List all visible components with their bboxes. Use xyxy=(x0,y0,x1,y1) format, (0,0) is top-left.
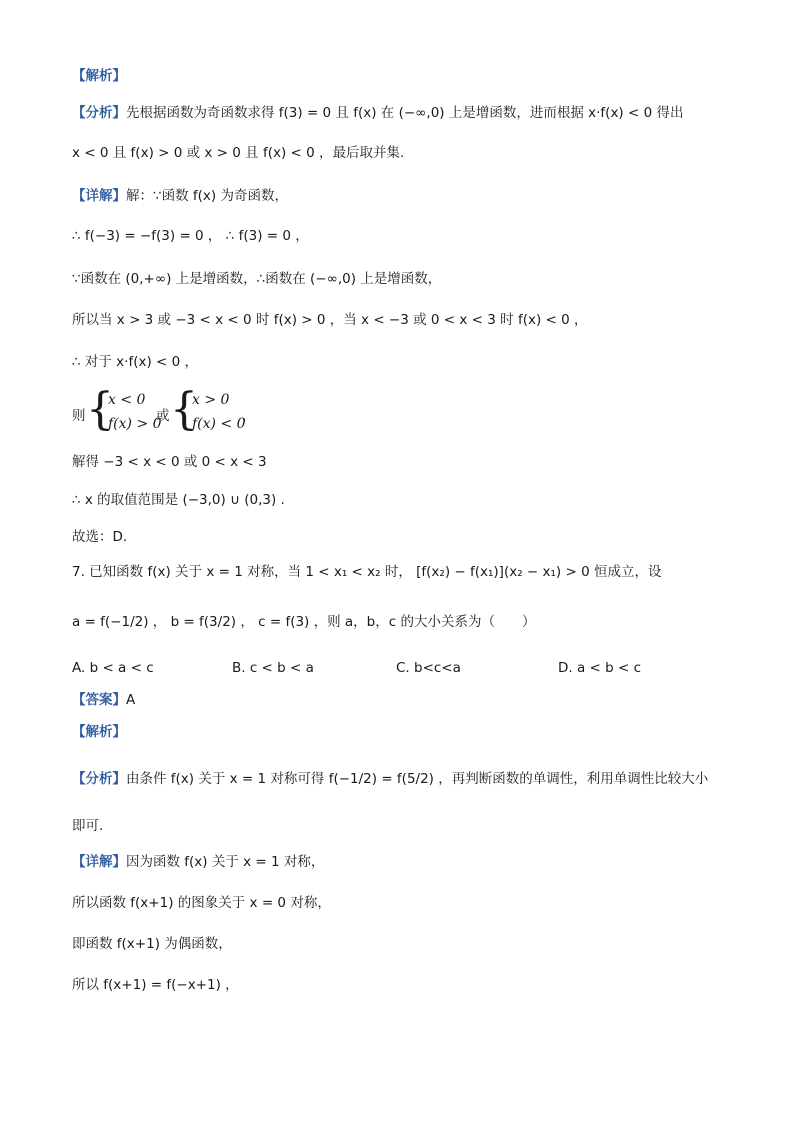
detail-line-8: 故选：D. xyxy=(72,529,128,545)
sys-b1: x > 0 xyxy=(192,392,230,408)
detail-line-5: ∴ 对于 x·f(x) < 0 ， xyxy=(72,354,199,370)
brace-right: { xyxy=(170,384,198,435)
analysis2-line-1 xyxy=(72,769,708,789)
detail-line-7: ∴ x 的取值范围是 (−3,0) ∪ (0,3) . xyxy=(72,492,285,508)
sys-post: ， xyxy=(242,408,256,424)
analysis2-line-2: 即可. xyxy=(72,818,104,834)
label-fenxi: 【分析】 xyxy=(72,105,126,121)
analysis-line-2: x < 0 且 f(x) > 0 或 x > 0 且 f(x) < 0 ，最后取并集. xyxy=(72,145,405,161)
option-c: C. b<c<a xyxy=(396,660,461,676)
detail2-line-1 xyxy=(72,852,324,872)
label-daan: 【答案】 xyxy=(72,692,126,708)
question-7-stem: 7. 已知函数 f(x) 关于 x = 1 对称，当 1 < x₁ < x₂ 时， [f(x₂) − f(x₁)](x₂ − x₁) > 0 恒成立，设 xyxy=(72,564,662,580)
section-label-analysis: 【解析】 xyxy=(72,68,126,84)
sys-a1: x < 0 xyxy=(108,392,146,408)
detail2-line-3: 即函数 f(x+1) 为偶函数， xyxy=(72,936,232,952)
detail-text-1: 解：∵函数 f(x) 为奇函数， xyxy=(126,188,288,204)
label-fenxi-2: 【分析】 xyxy=(72,771,126,787)
answer-value: A xyxy=(126,692,136,708)
sys-mid: 或 xyxy=(156,408,170,424)
detail2-text-1: 因为函数 f(x) 关于 x = 1 对称， xyxy=(126,854,325,870)
label-xiangjie: 【详解】 xyxy=(72,188,126,204)
option-a: A. b < a < c xyxy=(72,660,154,676)
label-xiangjie-2: 【详解】 xyxy=(72,854,126,870)
detail-line-4: 所以当 x > 3 或 −3 < x < 0 时 f(x) > 0 ，当 x < −3 或 0 < x < 3 时 f(x) < 0 ， xyxy=(72,312,588,328)
section-label-analysis-2: 【解析】 xyxy=(72,724,126,740)
detail-line-1 xyxy=(72,186,288,206)
analysis2-text-1: 由条件 f(x) 关于 x = 1 对称可得 f(−1/2) = f(5/2) ，再判断函数的单调性，利用单调性比较大小 xyxy=(126,771,709,787)
detail2-line-4: 所以 f(x+1) = f(−x+1) ， xyxy=(72,977,239,993)
detail-line-3: ∵函数在 (0,+∞) 上是增函数，∴函数在 (−∞,0) 上是增函数， xyxy=(72,271,442,287)
option-b: B. c < b < a xyxy=(232,660,314,676)
question-7-definitions: a = f(−1/2) ， b = f(3/2) ， c = f(3) ，则 a，b，c 的大小关系为（ ） xyxy=(72,614,536,630)
detail2-line-2: 所以函数 f(x+1) 的图象关于 x = 0 对称， xyxy=(72,895,331,911)
detail-line-6: 解得 −3 < x < 0 或 0 < x < 3 xyxy=(72,454,267,470)
analysis-line-1 xyxy=(72,103,683,123)
sys-a2: f(x) > 0 xyxy=(108,416,162,432)
answer-line xyxy=(72,690,135,710)
sys-pre: 则 xyxy=(72,408,86,424)
detail-line-2: ∴ f(−3) = −f(3) = 0 ， ∴ f(3) = 0 ， xyxy=(72,228,309,244)
analysis-text-1: 先根据函数为奇函数求得 f(3) = 0 且 f(x) 在 (−∞,0) 上是增函数，进而根据 x·f(x) < 0 得出 xyxy=(126,105,684,121)
sys-b2: f(x) < 0 xyxy=(192,416,246,432)
option-d: D. a < b < c xyxy=(558,660,642,676)
brace-left: { xyxy=(86,384,114,435)
